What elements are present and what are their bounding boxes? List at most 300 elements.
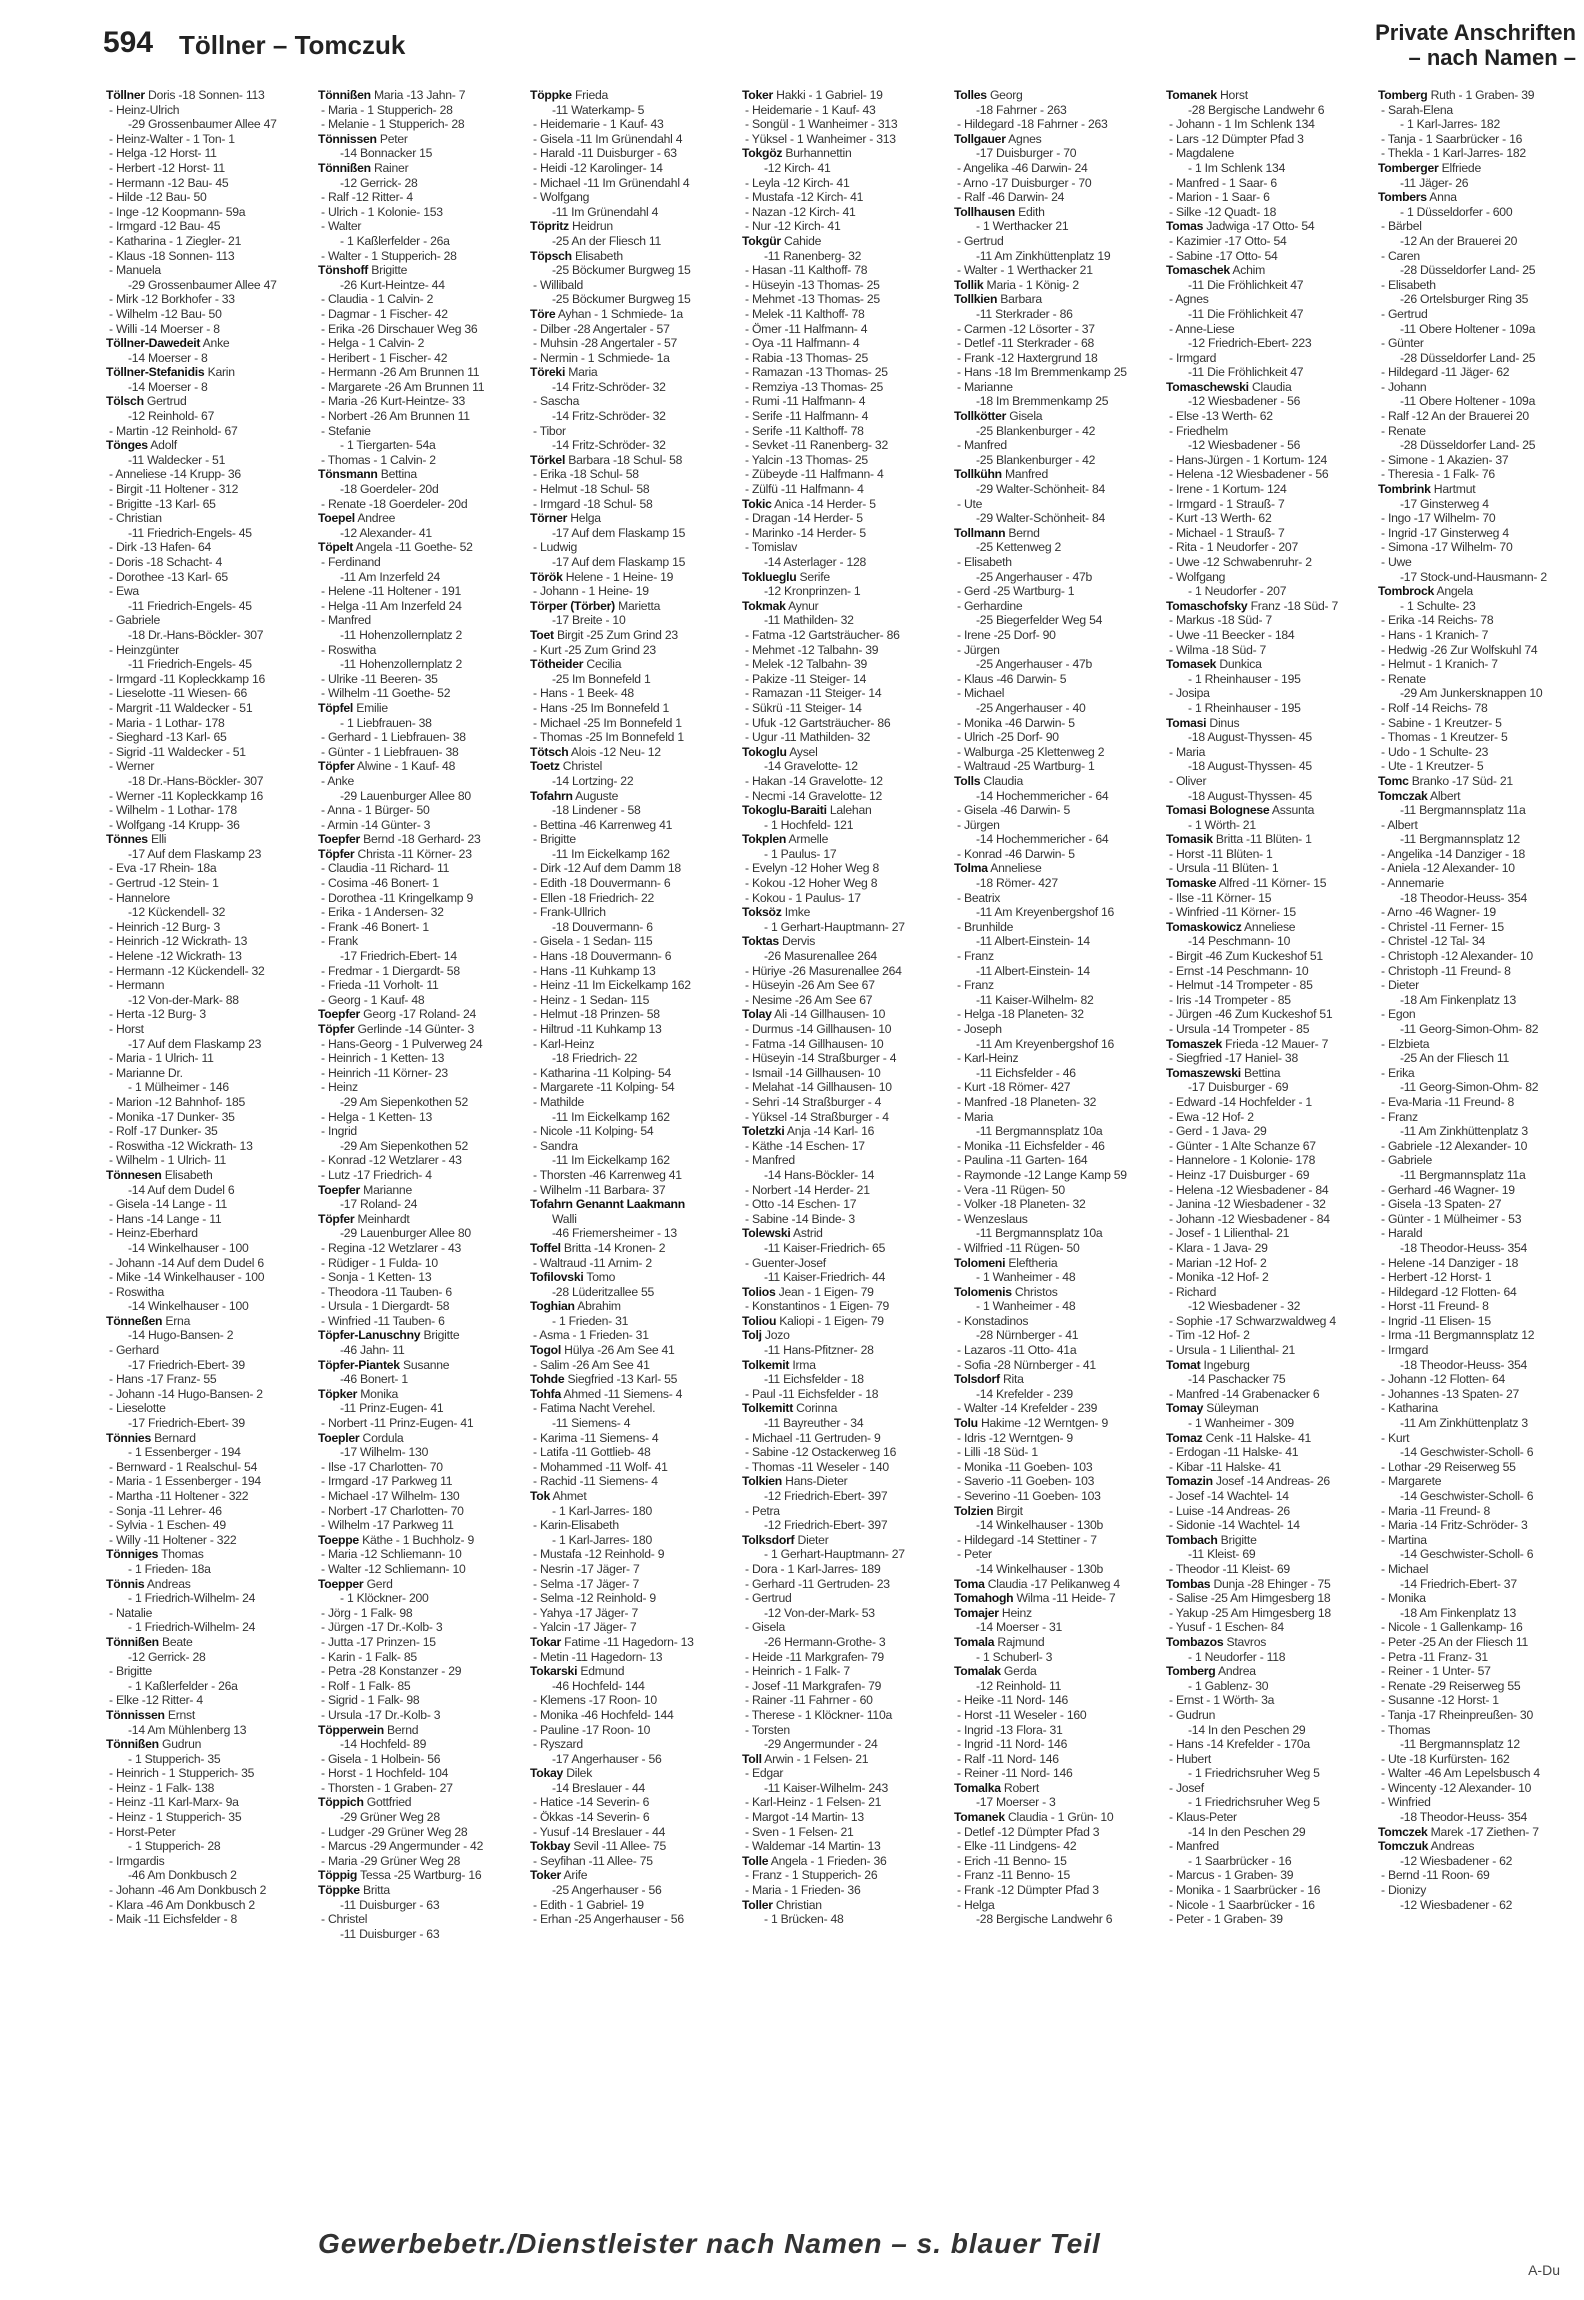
entry-text: - Johann - 1 Heine- 19 xyxy=(533,584,649,599)
surname: Tokarski xyxy=(530,1664,578,1679)
listing-entry xyxy=(742,1080,950,1095)
entry-text: -14 Winkelhauser - 100 xyxy=(128,1299,249,1314)
entry-text: - Ralf -12 Ritter- 4 xyxy=(321,190,413,205)
listing-entry xyxy=(742,365,950,380)
surname: Toma xyxy=(954,1576,985,1591)
surname: Tomasi Bolognese xyxy=(1166,803,1270,818)
entry-text: -14 Moerser - 8 xyxy=(128,350,208,365)
entry-text: Ahmed -11 Siemens- 4 xyxy=(561,1386,683,1401)
entry-text: -28 Lüderitzallee 55 xyxy=(552,1284,655,1299)
listing-entry xyxy=(954,103,1162,118)
listing-entry xyxy=(106,1620,314,1635)
entry-text: - Winfried -11 Tauben- 6 xyxy=(321,1313,445,1328)
entry-text: Jozo xyxy=(761,1328,790,1343)
listing-entry xyxy=(1166,964,1374,979)
entry-text: -11 Hohenzollernplatz 2 xyxy=(340,627,463,642)
entry-text: -46 Bonert- 1 xyxy=(340,1372,408,1387)
listing-entry xyxy=(1378,1007,1580,1022)
listing-entry xyxy=(1378,759,1580,774)
entry-text: - Herta -12 Burg- 3 xyxy=(109,1007,206,1022)
entry-text: - Erika -18 Schul- 58 xyxy=(533,467,639,482)
entry-text: Anica -14 Herder- 5 xyxy=(771,496,876,511)
entry-text: - Franz xyxy=(957,978,994,993)
entry-text: Tomo xyxy=(583,1270,616,1285)
surname-entry xyxy=(530,599,738,614)
listing-entry xyxy=(530,993,738,1008)
entry-text: - Sascha xyxy=(533,394,580,409)
entry-text: -14 Hans-Böckler- 14 xyxy=(764,1167,875,1182)
entry-text: - Maria - 1 Frieden- 36 xyxy=(745,1883,861,1898)
entry-text: - Norbert -14 Herder- 21 xyxy=(745,1182,870,1197)
entry-text: Abrahim xyxy=(574,1299,621,1314)
surname: Tokoglu-Baraiti xyxy=(742,803,827,818)
entry-text: -25 Böckumer Burgweg 15 xyxy=(552,263,691,278)
listing-entry xyxy=(742,1883,950,1898)
entry-text: - Harald xyxy=(1381,1226,1423,1241)
entry-text: - Heinz - 1 Stupperich- 35 xyxy=(109,1810,242,1825)
listing-entry xyxy=(742,1343,950,1358)
entry-text: - Manfred -18 Planeten- 32 xyxy=(957,1094,1097,1109)
entry-text: - 1 Schuberl- 3 xyxy=(976,1649,1053,1664)
surname: Tönniges xyxy=(106,1547,159,1562)
entry-text: - 1 Gerhart-Hauptmann- 27 xyxy=(764,1547,905,1562)
entry-text: - Maria xyxy=(1169,744,1206,759)
surname: Tolj xyxy=(742,1328,762,1343)
listing-entry xyxy=(318,380,526,395)
listing-entry xyxy=(106,701,314,716)
entry-text: - 1 Klöckner- 200 xyxy=(340,1591,429,1606)
surname: Törner xyxy=(530,511,568,526)
listing-entry xyxy=(318,526,526,541)
listing-entry xyxy=(318,1080,526,1095)
listing-entry xyxy=(954,1533,1162,1548)
listing-entry xyxy=(1166,1868,1374,1883)
listing-entry xyxy=(530,190,738,205)
entry-text: - Gerhard -46 Wagner- 19 xyxy=(1381,1182,1515,1197)
surname-entry xyxy=(106,1314,314,1329)
listing-entry xyxy=(1166,1343,1374,1358)
listing-entry xyxy=(1166,424,1374,439)
entry-text: - Michael - 1 Strauß- 7 xyxy=(1169,525,1285,540)
listing-entry xyxy=(1166,1328,1374,1343)
listing-entry xyxy=(530,905,738,920)
entry-text: - Dorothee -13 Karl- 65 xyxy=(109,569,228,584)
entry-text: - Uwe -11 Beecker - 184 xyxy=(1169,627,1295,642)
surname-entry xyxy=(954,1577,1162,1592)
entry-text: Brigitte xyxy=(368,263,408,278)
entry-text: - 1 Frieden- 18a xyxy=(128,1561,211,1576)
entry-text: - Ursula - 1 Diergardt- 58 xyxy=(321,1299,450,1314)
listing-entry xyxy=(530,1080,738,1095)
surname-entry xyxy=(318,132,526,147)
listing-entry xyxy=(1378,1810,1580,1825)
listing-entry xyxy=(106,497,314,512)
listing-entry xyxy=(742,1139,950,1154)
surname-entry xyxy=(106,365,314,380)
entry-text: - Gabriele xyxy=(109,613,161,628)
surname-entry xyxy=(318,88,526,103)
listing-entry xyxy=(106,774,314,789)
listing-entry xyxy=(1378,132,1580,147)
listing-entry xyxy=(954,1518,1162,1533)
surname-entry xyxy=(1166,1577,1374,1592)
listing-entry xyxy=(106,1839,314,1854)
surname-entry xyxy=(1166,380,1374,395)
entry-text: - Claudia -11 Richard- 11 xyxy=(321,861,450,876)
entry-text: - Metin -11 Hagedorn- 13 xyxy=(533,1649,663,1664)
listing-entry xyxy=(1166,482,1374,497)
listing-entry xyxy=(530,686,738,701)
surname: Tomaske xyxy=(1166,876,1217,891)
listing-entry xyxy=(742,701,950,716)
entry-text: - Michael -11 Gertruden- 9 xyxy=(745,1430,881,1445)
entry-text: Angela xyxy=(1434,584,1473,599)
surname-entry xyxy=(742,570,950,585)
listing-entry xyxy=(742,1781,950,1796)
listing-entry xyxy=(1378,993,1580,1008)
listing-entry xyxy=(742,263,950,278)
entry-text: Alwine - 1 Kauf- 48 xyxy=(354,759,456,774)
listing-entry xyxy=(1378,146,1580,161)
entry-text: - Irmgard - 1 Strauß- 7 xyxy=(1169,496,1285,511)
listing-entry xyxy=(954,1270,1162,1285)
listing-entry xyxy=(1166,1883,1374,1898)
listing-entry xyxy=(1166,438,1374,453)
entry-text: Claudia xyxy=(1248,379,1292,394)
listing-entry xyxy=(742,1153,950,1168)
entry-text: -11 Kleist- 69 xyxy=(1188,1547,1256,1562)
entry-text: - Kibar -11 Halske- 41 xyxy=(1169,1459,1282,1474)
listing-entry xyxy=(318,1153,526,1168)
entry-text: Andrea xyxy=(1215,1664,1256,1679)
listing-entry xyxy=(106,686,314,701)
entry-text: -11 Eichsfelder - 18 xyxy=(764,1372,864,1387)
entry-text: - Udo - 1 Schulte- 23 xyxy=(1381,744,1489,759)
listing-entry xyxy=(1166,672,1374,687)
listing-entry xyxy=(106,453,314,468)
entry-text: - Wolfgang xyxy=(1169,569,1226,584)
entry-text: - Waldemar -14 Martin- 13 xyxy=(745,1839,881,1854)
entry-text: - Helene -11 Holtener - 191 xyxy=(321,584,462,599)
listing-entry xyxy=(954,1795,1162,1810)
surname-entry xyxy=(530,1839,738,1854)
entry-text: Beate xyxy=(158,1634,193,1649)
listing-entry xyxy=(954,759,1162,774)
entry-text: - 1 Frieden- 31 xyxy=(552,1313,629,1328)
listing-entry xyxy=(318,1401,526,1416)
entry-text: Andreas xyxy=(1428,1839,1475,1854)
listing-entry xyxy=(1166,1562,1374,1577)
entry-text: - Heinz - 1 Falk- 138 xyxy=(109,1780,215,1795)
surname-entry xyxy=(530,453,738,468)
listing-entry xyxy=(106,292,314,307)
surname-entry xyxy=(1166,832,1374,847)
listing-entry xyxy=(954,1153,1162,1168)
entry-text: - Guenter-Josef xyxy=(745,1255,826,1270)
entry-text: Achim xyxy=(1229,263,1265,278)
surname-entry xyxy=(106,1168,314,1183)
entry-text: -29 Grüner Weg 28 xyxy=(340,1810,440,1825)
listing-entry xyxy=(318,1620,526,1635)
surname-entry xyxy=(1166,920,1374,935)
listing-entry xyxy=(742,1693,950,1708)
entry-text: -11 Prinz-Eugen- 41 xyxy=(340,1401,444,1416)
entry-text: - Idris -12 Werntgen- 9 xyxy=(957,1430,1073,1445)
entry-text: Albert xyxy=(1427,788,1461,803)
surname: Tönnißen xyxy=(106,1634,159,1649)
entry-text: Gudrun xyxy=(158,1737,202,1752)
surname-entry xyxy=(530,219,738,234)
entry-text: Cenk -11 Halske- 41 xyxy=(1202,1430,1312,1445)
surname-entry xyxy=(742,1752,950,1767)
listing-entry xyxy=(318,891,526,906)
listing-entry xyxy=(530,1737,738,1752)
entry-text: - Hans -14 Krefelder - 170a xyxy=(1169,1737,1310,1752)
listing-entry xyxy=(1378,234,1580,249)
entry-text: - Torsten xyxy=(745,1722,790,1737)
listing-entry xyxy=(1166,934,1374,949)
entry-text: - Hannelore - 1 Kolonie- 178 xyxy=(1169,1153,1316,1168)
entry-text: - Frank xyxy=(321,934,358,949)
listing-entry xyxy=(318,686,526,701)
listing-entry xyxy=(106,1679,314,1694)
entry-text: - Sabine - 1 Kreutzer- 5 xyxy=(1381,715,1502,730)
entry-text: Hakime -12 Werntgen- 9 xyxy=(977,1416,1109,1431)
surname: Toghian xyxy=(530,1299,575,1314)
listing-entry xyxy=(954,701,1162,716)
listing-entry xyxy=(1378,657,1580,672)
entry-text: -29 Lauenburger Allee 80 xyxy=(340,788,471,803)
listing-entry xyxy=(742,1635,950,1650)
listing-entry xyxy=(742,1183,950,1198)
surname-entry xyxy=(1166,219,1374,234)
listing-entry xyxy=(742,453,950,468)
listing-entry xyxy=(1378,861,1580,876)
entry-text: - Ingrid -13 Flora- 31 xyxy=(957,1722,1063,1737)
entry-text: - Remziya -13 Thomas- 25 xyxy=(745,379,884,394)
listing-entry xyxy=(106,934,314,949)
surname: Tomberg xyxy=(1166,1664,1216,1679)
surname-entry xyxy=(1378,774,1580,789)
listing-entry xyxy=(1166,1620,1374,1635)
listing-entry xyxy=(106,249,314,264)
entry-text: Stavros xyxy=(1223,1634,1267,1649)
entry-text: - Ute xyxy=(957,496,983,511)
listing-entry xyxy=(530,336,738,351)
surname-entry xyxy=(954,1372,1162,1387)
listing-entry xyxy=(106,424,314,439)
listing-entry xyxy=(318,205,526,220)
surname-entry xyxy=(530,628,738,643)
listing-entry xyxy=(954,176,1162,191)
entry-text: - Renate -29 Reiserweg 55 xyxy=(1381,1678,1521,1693)
surname-entry xyxy=(954,409,1162,424)
entry-text: -28 Düsseldorfer Land- 25 xyxy=(1400,350,1536,365)
listing-entry xyxy=(1166,949,1374,964)
entry-text: Hartmut xyxy=(1430,482,1476,497)
entry-text: - Katharina - 1 Ziegler- 21 xyxy=(109,233,242,248)
surname-entry xyxy=(742,497,950,512)
surname: Töpelt xyxy=(318,540,354,555)
listing-entry xyxy=(318,219,526,234)
listing-entry xyxy=(1166,497,1374,512)
listing-entry xyxy=(106,993,314,1008)
entry-text: Dilek xyxy=(563,1766,593,1781)
entry-text: - Franz -11 Benno- 15 xyxy=(957,1868,1071,1883)
listing-entry xyxy=(318,249,526,264)
listing-entry xyxy=(1378,1110,1580,1125)
entry-text: - Renate xyxy=(1381,671,1426,686)
listing-entry xyxy=(954,599,1162,614)
listing-entry xyxy=(106,1343,314,1358)
entry-text: -12 Wiesbadener - 62 xyxy=(1400,1897,1513,1912)
entry-text: -25 Böckumer Burgweg 15 xyxy=(552,292,691,307)
listing-entry xyxy=(742,1110,950,1125)
entry-text: - Maria -26 Kurt-Heintze- 33 xyxy=(321,394,466,409)
entry-text: Britta xyxy=(359,1883,390,1898)
entry-text: - Karin-Elisabeth xyxy=(533,1518,619,1533)
listing-column xyxy=(1378,88,1580,2216)
entry-text: -11 Bergmannsplatz 11a xyxy=(1400,1167,1526,1182)
listing-entry xyxy=(1166,1007,1374,1022)
entry-text: - Heribert - 1 Fischer- 42 xyxy=(321,350,448,365)
surname: Töppke xyxy=(318,1883,360,1898)
entry-text: - Maria -12 Schliemann- 10 xyxy=(321,1547,462,1562)
entry-text: -25 Angerhauser - 56 xyxy=(552,1883,662,1898)
entry-text: Aynur xyxy=(785,598,819,613)
listing-entry xyxy=(1166,1124,1374,1139)
entry-text: - Wilhelm -11 Goethe- 52 xyxy=(321,686,451,701)
entry-text: -26 Hermann-Grothe- 3 xyxy=(764,1634,886,1649)
listing-entry xyxy=(318,1270,526,1285)
listing-entry xyxy=(106,1445,314,1460)
listing-entry xyxy=(1166,1504,1374,1519)
listing-entry xyxy=(318,1197,526,1212)
listing-entry xyxy=(1166,1256,1374,1271)
entry-text: - 1 Friedrichsruher Weg 5 xyxy=(1188,1795,1320,1810)
listing-entry xyxy=(954,1766,1162,1781)
entry-text: -14 Hochemmericher - 64 xyxy=(976,788,1109,803)
entry-text: - Janina -12 Wiesbadener - 32 xyxy=(1169,1197,1326,1212)
surname-entry xyxy=(106,1708,314,1723)
entry-text: - Erdogan -11 Halske- 41 xyxy=(1169,1445,1299,1460)
listing-entry xyxy=(1166,555,1374,570)
surname: Tolios xyxy=(742,1284,776,1299)
entry-text: - Johann -14 Hugo-Bansen- 2 xyxy=(109,1386,263,1401)
entry-text: - Käthe -14 Eschen- 17 xyxy=(745,1138,865,1153)
entry-text: - Lazaros -11 Otto- 41a xyxy=(957,1343,1077,1358)
entry-text: -17 Auf dem Flaskamp 15 xyxy=(552,555,686,569)
listing-entry xyxy=(530,1723,738,1738)
entry-text: - Erika -14 Reichs- 78 xyxy=(1381,613,1494,628)
entry-text: - Irmgardis xyxy=(109,1853,165,1868)
entry-text: - Helga xyxy=(957,1897,995,1912)
listing-entry xyxy=(1378,1066,1580,1081)
entry-text: - Ursula - 1 Lilienthal- 21 xyxy=(1169,1343,1296,1358)
entry-text: - Gertrud -12 Stein- 1 xyxy=(109,876,219,891)
entry-text: - Erika - 1 Andersen- 32 xyxy=(321,905,444,920)
listing-entry xyxy=(318,1547,526,1562)
entry-text: - 1 Wörth- 21 xyxy=(1188,817,1256,832)
listing-entry xyxy=(1378,1474,1580,1489)
surname: Toklueglu xyxy=(742,569,797,584)
listing-entry xyxy=(742,628,950,643)
entry-text: - Thomas - 1 Kreutzer- 5 xyxy=(1381,730,1508,745)
surname: Tölsch xyxy=(106,394,144,409)
entry-text: - Theodor -11 Kleist- 69 xyxy=(1169,1561,1290,1576)
listing-entry xyxy=(106,1080,314,1095)
listing-entry xyxy=(1378,1737,1580,1752)
entry-text: Robert xyxy=(1000,1780,1040,1795)
entry-text: -11 Kaiser-Wilhelm- 243 xyxy=(764,1780,889,1795)
entry-text: - Irene - 1 Kortum- 124 xyxy=(1169,482,1287,497)
entry-text: - Serife -11 Halfmann- 4 xyxy=(745,409,869,424)
listing-entry xyxy=(1166,730,1374,745)
entry-text: -17 Friedrich-Ebert- 14 xyxy=(340,949,457,964)
surname: Tollgauer xyxy=(954,131,1006,146)
listing-entry xyxy=(742,190,950,205)
surname-entry xyxy=(954,1781,1162,1796)
listing-entry xyxy=(106,978,314,993)
entry-text: -18 Dr.-Hans-Böckler- 307 xyxy=(128,773,264,788)
entry-text: - Norbert -11 Prinz-Eugen- 41 xyxy=(321,1416,474,1431)
entry-text: - Ernst -14 Peschmann- 10 xyxy=(1169,963,1309,978)
listing-entry xyxy=(954,146,1162,161)
listing-entry xyxy=(530,540,738,555)
listing-entry xyxy=(742,1591,950,1606)
listing-entry xyxy=(1378,1431,1580,1446)
entry-text: -18 Goerdeler- 20d xyxy=(340,482,439,497)
surname: Tollkötter xyxy=(954,409,1007,424)
listing-entry xyxy=(1166,1183,1374,1198)
entry-text: - Heinzgünter xyxy=(109,642,179,657)
listing-entry xyxy=(106,1562,314,1577)
listing-entry xyxy=(106,1197,314,1212)
entry-text: - Wilfried -11 Rügen- 50 xyxy=(957,1240,1080,1255)
surname: Tollik xyxy=(954,277,984,292)
entry-text: Alois -12 Neu- 12 xyxy=(568,744,661,759)
listing-entry xyxy=(1166,278,1374,293)
listing-entry xyxy=(1378,249,1580,264)
entry-text: Angela - 1 Frieden- 36 xyxy=(768,1853,887,1868)
listing-entry xyxy=(1378,847,1580,862)
entry-text: - Hüriye -26 Masurenallee 264 xyxy=(745,963,902,978)
listing-entry xyxy=(318,482,526,497)
surname-entry xyxy=(318,263,526,278)
listing-entry xyxy=(318,1606,526,1621)
listing-entry xyxy=(530,643,738,658)
listing-entry xyxy=(954,803,1162,818)
surname: Tomazin xyxy=(1166,1474,1213,1489)
listing-entry xyxy=(954,1562,1162,1577)
surname: Toepper xyxy=(318,1576,364,1591)
entry-text: Manfred xyxy=(1001,467,1048,482)
listing-entry xyxy=(742,1197,950,1212)
listing-entry xyxy=(742,716,950,731)
entry-text: Britta -11 Blüten- 1 xyxy=(1212,832,1312,847)
entry-text: -14 Moerser - 31 xyxy=(976,1620,1063,1635)
listing-entry xyxy=(1166,1781,1374,1796)
listing-column xyxy=(318,88,526,2216)
entry-text: - Manfred xyxy=(745,1153,795,1168)
listing-entry xyxy=(1378,1212,1580,1227)
surname-entry xyxy=(954,88,1162,103)
listing-entry xyxy=(106,555,314,570)
entry-text: -11 Siemens- 4 xyxy=(552,1416,631,1431)
entry-text: - Saverio -11 Goeben- 103 xyxy=(957,1474,1095,1489)
listing-entry xyxy=(530,1037,738,1052)
entry-text: Ahmet xyxy=(550,1489,587,1503)
